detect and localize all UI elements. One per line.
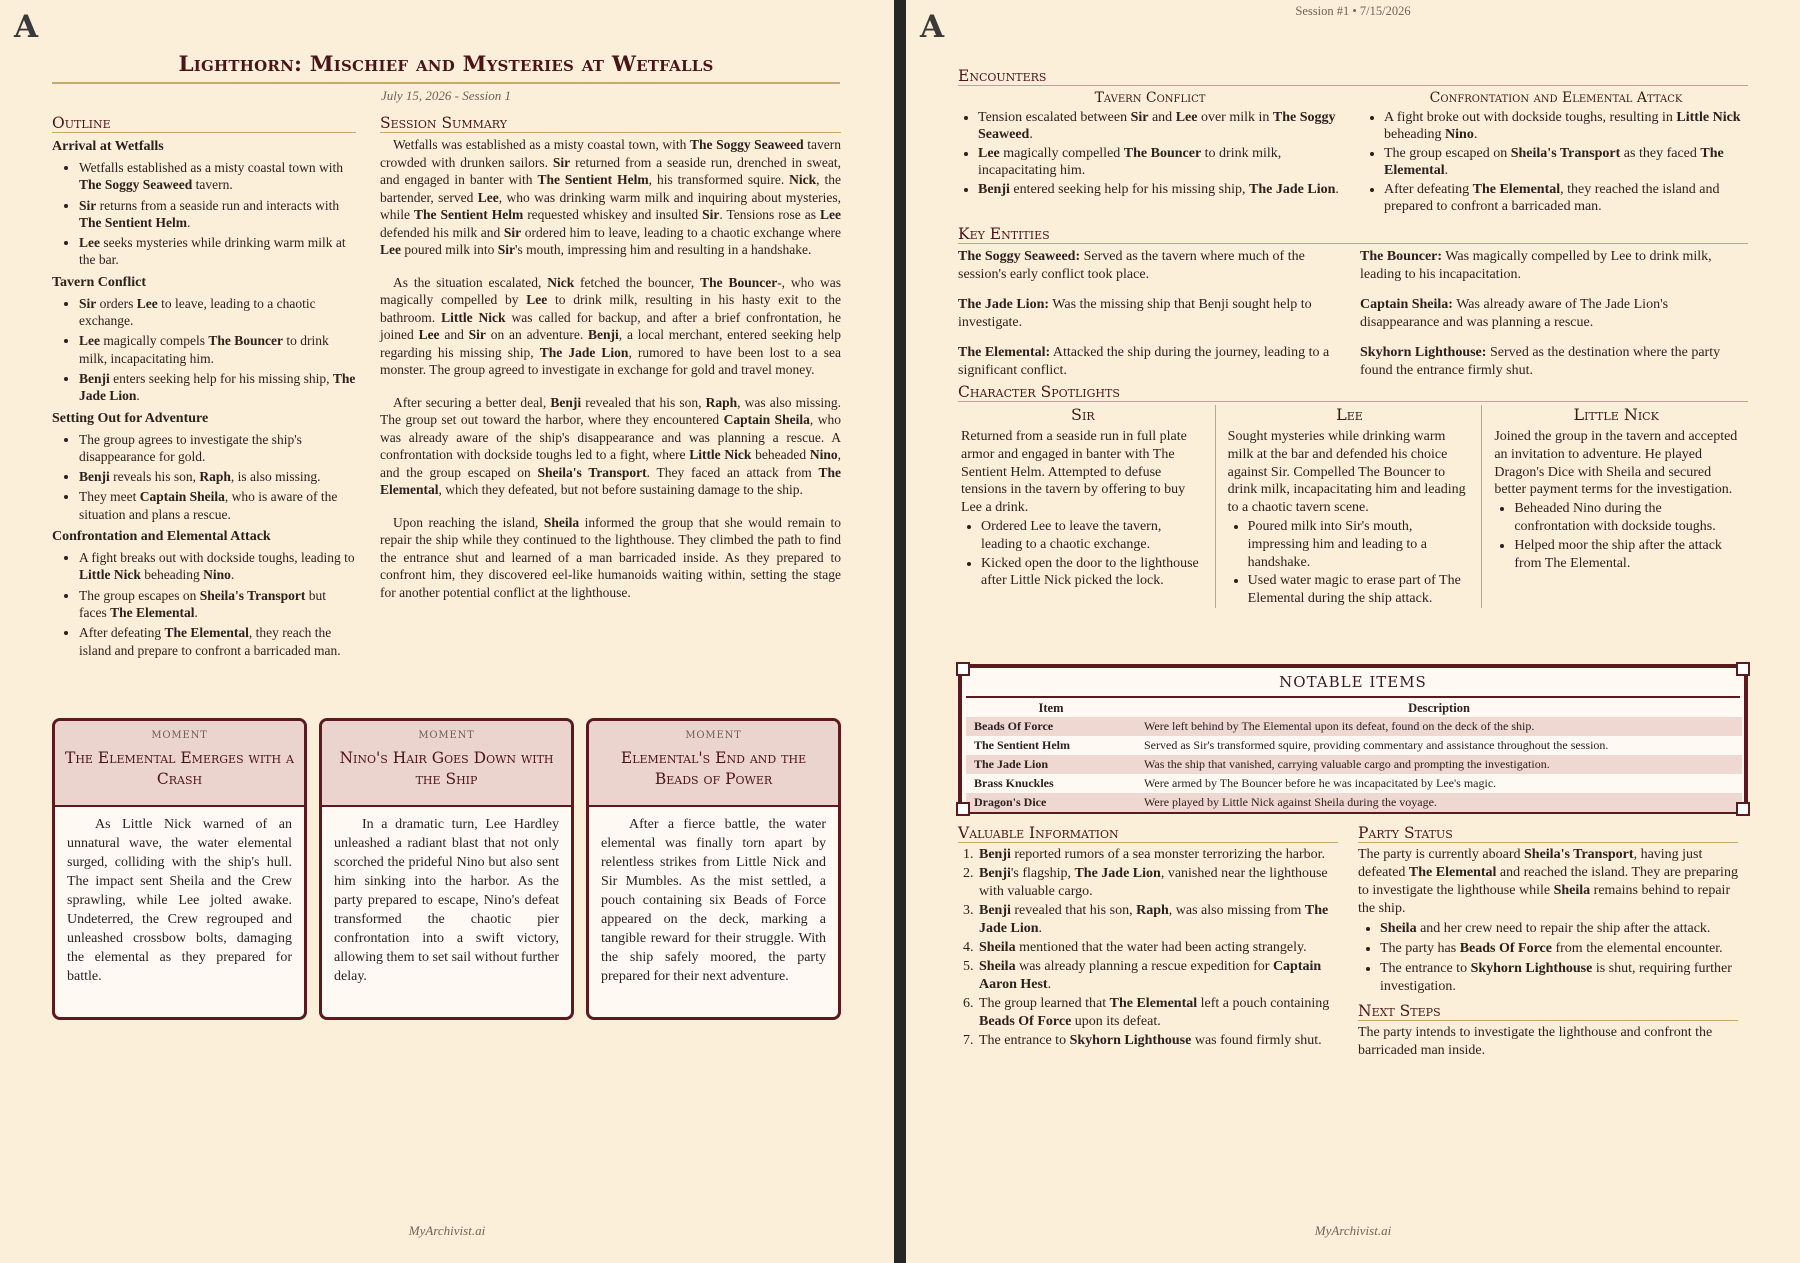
moment-body: After a fierce battle, the water elemental was finally torn apart by relentless strikes from Little Nick and Sir Mumbles. As the mist settled, a pouch containing six Beads of Force appeared on the deck, marking a tangible reward for their struggle. With the ship safely moored, the party prepared for their next adventure. (601, 817, 826, 984)
page-spine (894, 0, 906, 1263)
party-item: • The entrance to Skyhorn Lighthouse is shut, requiring further investigation. (1380, 960, 1738, 996)
summary-paragraph: After securing a better deal, Benji revealed that his son, Raph, was also missing. The group set out toward the harbor, where they encountered Captain Sheila, who was already aware of the ship's disappearance and was planning a rescue. A confrontation with dockside toughs led to a fight, where Little Nick beheaded Nino, and the group escaped on Sheila's Transport. They faced an attack from The Elemental, which they defeated, but not before sustaining damage to the ship. (380, 394, 842, 497)
encounter-list (1364, 110, 1748, 215)
spotlights-grid (958, 405, 1748, 608)
valuable-item: 4. Sheila mentioned that the water had been acting strangely. (977, 939, 1338, 957)
moment-card (52, 718, 307, 1020)
spotlight-list (961, 518, 1205, 590)
archivist-logo: A (14, 9, 39, 45)
notable-items-heading: NOTABLE ITEMS (966, 673, 1740, 698)
item-description: Was the ship that vanished, carrying valuable cargo and prompting the investigation. (1136, 755, 1742, 774)
item-name: Dragon's Dice (966, 793, 1136, 812)
spotlight-item: • Helped moor the ship after the attack from The Elemental. (1514, 537, 1738, 573)
party-heading: Party Status (1358, 824, 1738, 843)
encounters-columns (958, 89, 1748, 215)
entity-entry: The Jade Lion: Was the missing ship that Benji sought help to investigate. (958, 297, 1312, 330)
item-description: Were played by Little Nick against Sheila during the voyage. (1136, 793, 1742, 812)
outline-item: • The group agrees to investigate the ship's disappearance for gold. (79, 431, 356, 466)
valuable-item: 3. Benji revealed that his son, Raph, was also missing from The Jade Lion. (977, 902, 1338, 938)
summary-heading: Session Summary (380, 114, 841, 133)
moment-label: MOMENT (418, 730, 475, 741)
table-row (966, 793, 1742, 812)
entity-entry: Skyhorn Lighthouse: Served as the destination where the party found the entrance firmly shut. (1360, 345, 1721, 378)
encounters-section (958, 67, 1748, 215)
valuable-item: 2. Benji's flagship, The Jade Lion, vanished near the lighthouse with valuable cargo. (977, 865, 1338, 901)
key-entities-section (958, 225, 1748, 380)
outline-item: • Benji enters seeking help for his missing ship, The Jade Lion. (79, 370, 356, 405)
item-description: Were armed by The Bouncer before he was incapacitated by Lee's magic. (1144, 776, 1497, 790)
outline-list (52, 295, 356, 405)
outline-item: • Wetfalls established as a misty coastal town with The Soggy Seaweed tavern. (79, 159, 356, 194)
spotlight-text: Joined the group in the tavern and accepted an invitation to adventure. He played Dragon's Dice with Sheila and secured better payment terms for the investigation. (1494, 429, 1738, 498)
notable-items-rows (966, 717, 1742, 812)
spotlight-item: • Kicked open the door to the lighthouse after Little Nick picked the lock. (981, 555, 1205, 591)
outline-list (52, 431, 356, 523)
moment-card (319, 718, 574, 1020)
encounter-item: • The group escaped on Sheila's Transport as they faced The Elemental. (1384, 146, 1748, 179)
party-status-section (1358, 824, 1738, 1060)
outline-list (52, 159, 356, 269)
table-row (966, 717, 1742, 736)
moment-title: The Elemental Emerges with a Crash (65, 749, 294, 788)
entities-grid (958, 248, 1748, 380)
moment-title: Nino's Hair Goes Down with the Ship (339, 749, 554, 788)
encounter-item: • A fight broke out with dockside toughs, resulting in Little Nick beheading Nino. (1384, 110, 1748, 143)
spotlight-text: Sought mysteries while drinking warm milk at the bar and defended his choice against Sir. Compelled The Bouncer to drink milk, incapacitating him and leading to a chaotic tavern scene. (1227, 429, 1466, 516)
page-title: Lighthorn: Mischief and Mysteries at Wetfalls (52, 52, 840, 84)
spotlight-name: Lee (1336, 405, 1363, 424)
encounter-title: Confrontation and Elemental Attack (1429, 90, 1683, 106)
moment-title: Elemental's End and the Beads of Power (620, 749, 807, 788)
moment-body: In a dramatic turn, Lee Hardley unleashed a radiant blast that not only scorched the prideful Nino but also sent him sinking into the harbor. As the party prepared to escape, Nino's defeat transformed the chaotic pier confrontation into a swift victory, allowing them to set sail without further delay. (334, 817, 559, 984)
outline-subheading: Arrival at Wetfalls (52, 139, 164, 154)
encounter-title: Tavern Conflict (1094, 90, 1206, 106)
encounter-list (958, 110, 1342, 199)
moment-label: MOMENT (151, 730, 208, 741)
party-item: • Sheila and her crew need to repair the ship after the attack. (1380, 920, 1738, 938)
box-corner (956, 662, 970, 676)
outline-item: • They meet Captain Sheila, who is aware of the situation and plans a rescue. (79, 488, 356, 523)
outline-heading: Outline (52, 114, 356, 133)
right-page (906, 0, 1800, 1263)
spotlight-name: Sir (1071, 405, 1095, 424)
spotlight-text: Returned from a seaside run in full plate armor and engaged in banter with The Sentient Helm. Attempted to defuse tensions in the tavern by offering to buy Lee a drink. (961, 429, 1187, 516)
outline-item: • A fight breaks out with dockside toughs, leading to Little Nick beheading Nino. (79, 549, 356, 584)
summary-body (380, 136, 841, 601)
outline-item: • Lee magically compels The Bouncer to drink milk, incapacitating him. (79, 332, 356, 367)
outline-subheading: Confrontation and Elemental Attack (52, 529, 271, 545)
valuable-information-section (958, 824, 1338, 1051)
moment-body: As Little Nick warned of an unnatural wave, the water elemental surged, colliding with the ship's hull. The impact sent Sheila and the Crew sprawling, while Lee jolted awake. Undeterred, the Crew regrouped and unleashed crossbow bolts, damaging the elemental as they prepared for battle. (67, 817, 292, 984)
outline-item: • Sir orders Lee to leave, leading to a chaotic exchange. (79, 295, 356, 330)
encounter-column (958, 89, 1342, 215)
box-corner (1736, 802, 1750, 816)
item-description: Served as Sir's transformed squire, providing commentary and assistance throughout the session. (1144, 738, 1609, 752)
footer-site: MyArchivist.ai (1314, 1223, 1392, 1238)
outline-item: • The group escapes on Sheila's Transport but faces The Elemental. (79, 587, 356, 622)
spotlight-item: • Ordered Lee to leave the tavern, leading to a chaotic exchange. (981, 518, 1205, 554)
valuable-item: 6. The group learned that The Elemental left a pouch containing Beads Of Force upon its defeat. (977, 995, 1338, 1031)
encounter-column (1364, 89, 1748, 215)
item-name: Brass Knuckles (974, 776, 1054, 790)
summary-paragraph: As the situation escalated, Nick fetched the bouncer, The Bouncer-, who was magically compelled by Lee to drink milk, resulting in his hasty exit to the bathroom. Little Nick was called for backup, and after a brief confrontation, he joined Lee and Sir on an adventure. Benji, a local merchant, entered seeking help regarding his missing ship, The Jade Lion, rumored to have been lost to a sea monster. The group agreed to investigate in exchange for gold and travel money. (380, 274, 842, 377)
box-corner (956, 802, 970, 816)
valuable-item: 7. The entrance to Skyhorn Lighthouse was found firmly shut. (977, 1032, 1338, 1050)
session-summary-section (380, 114, 841, 616)
outline-list (52, 549, 356, 659)
outline-subheading: Tavern Conflict (52, 274, 146, 290)
valuable-list (958, 846, 1338, 1050)
item-name: The Jade Lion (966, 755, 1136, 774)
spotlight-item: • Used water magic to erase part of The Elemental during the ship attack. (1248, 572, 1472, 608)
encounter-item: • Benji entered seeking help for his missing ship, The Jade Lion. (978, 182, 1342, 199)
spotlight-item: • Beheaded Nino during the confrontation with dockside toughs. (1514, 500, 1738, 536)
valuable-heading: Valuable Information (958, 824, 1338, 843)
spotlight-name: Little Nick (1573, 405, 1659, 424)
party-item: • The party has Beads Of Force from the elemental encounter. (1380, 940, 1738, 958)
outline-item: • Benji reveals his son, Raph, is also missing. (79, 468, 356, 485)
outline-body (52, 138, 356, 659)
entities-heading: Key Entities (958, 225, 1748, 244)
entity-entry: Captain Sheila: Was already aware of The Jade Lion's disappearance and was planning a rescue. (1360, 297, 1669, 330)
encounters-heading: Encounters (958, 67, 1748, 86)
moments-row (52, 718, 841, 1020)
outline-item: • After defeating The Elemental, they reach the island and prepare to confront a barricaded man. (79, 624, 356, 659)
item-name: Beads Of Force (966, 717, 1136, 736)
spotlight-item: • Poured milk into Sir's mouth, impressing him and leading to a handshake. (1248, 518, 1472, 571)
encounter-item: • Lee magically compelled The Bouncer to drink milk, incapacitating him. (978, 146, 1342, 179)
column-header-description: Description (1408, 701, 1470, 715)
footer-site: MyArchivist.ai (408, 1223, 486, 1238)
summary-paragraph: Wetfalls was established as a misty coastal town, with The Soggy Seaweed tavern crowded with drunken sailors. Sir returned from a seaside run, drenched in sweat, and engaged in banter with The Sentient Helm, his transformed squire. Nick, the bartender, served Lee, who was drinking warm milk and inquiring about mysteries, while The Sentient Helm requested whiskey and insulted Sir. Tensions rose as Lee defended his milk and Sir ordered him to leave, leading to a chaotic exchange where Lee poured milk into Sir's mouth, impressing him and resulting in a handshake. (380, 137, 842, 257)
item-name: The Sentient Helm (974, 738, 1070, 752)
party-status-list (1358, 920, 1738, 996)
archivist-logo: A (920, 9, 945, 45)
outline-section (52, 114, 356, 659)
moment-card (586, 718, 841, 1020)
outline-subheading: Setting Out for Adventure (52, 410, 209, 426)
notable-items-box (958, 664, 1748, 814)
notable-items-table (966, 700, 1742, 812)
table-row (966, 774, 1742, 793)
session-date: July 15, 2026 - Session 1 (381, 88, 511, 103)
next-steps-heading: Next Steps (1358, 1002, 1738, 1021)
valuable-item: 1. Benji reported rumors of a sea monster terrorizing the harbor. (977, 846, 1338, 864)
box-corner (1736, 662, 1750, 676)
table-row (966, 755, 1742, 774)
valuable-item: 5. Sheila was already planning a rescue expedition for Captain Aaron Hest. (977, 958, 1338, 994)
encounter-item: • Tension escalated between Sir and Lee over milk in The Soggy Seaweed. (978, 110, 1342, 143)
party-status-text: The party is currently aboard Sheila's Transport, having just defeated The Elemental and reached the island. They are preparing to investigate the lighthouse while Sheila remains behind to repair the ship. (1358, 847, 1738, 916)
spotlight-column (958, 405, 1215, 608)
item-description: Were left behind by The Elemental upon its defeat, found on the deck of the ship. (1136, 717, 1742, 736)
entity-entry: The Bouncer: Was magically compelled by Lee to drink milk, leading to his incapacitation. (1360, 249, 1712, 282)
character-spotlights-section (958, 383, 1748, 608)
outline-item: • Lee seeks mysteries while drinking warm milk at the bar. (79, 234, 356, 269)
outline-item: • Sir returns from a seaside run and interacts with The Sentient Helm. (79, 197, 356, 232)
left-page (0, 0, 894, 1263)
entity-entry: The Soggy Seaweed: Served as the tavern where much of the session's early conflict took place. (958, 249, 1305, 282)
table-row (966, 736, 1742, 755)
spotlights-heading: Character Spotlights (958, 383, 1748, 402)
summary-paragraph: Upon reaching the island, Sheila informed the group that she would remain to repair the ship while they continued to the lighthouse. They climbed the path to find the entrance shut and learned of a man barricaded inside. As they prepared to confront him, they discovered eel-like humanoids waiting within, setting the stage for another potential conflict at the lighthouse. (380, 514, 841, 600)
moment-label: MOMENT (685, 730, 742, 741)
column-header-item: Item (1038, 701, 1064, 715)
spotlight-list (1228, 518, 1472, 608)
spotlight-list (1494, 500, 1738, 572)
session-header: Session #1 • 7/15/2026 (1295, 4, 1411, 18)
spotlight-column (1215, 405, 1482, 608)
entity-entry: The Elemental: Attacked the ship during the journey, leading to a significant conflict. (958, 345, 1330, 378)
spotlight-column (1481, 405, 1748, 608)
next-steps-text: The party intends to investigate the lighthouse and confront the barricaded man inside. (1358, 1025, 1713, 1058)
encounter-item: • After defeating The Elemental, they reached the island and prepared to confront a barricaded man. (1384, 182, 1748, 215)
